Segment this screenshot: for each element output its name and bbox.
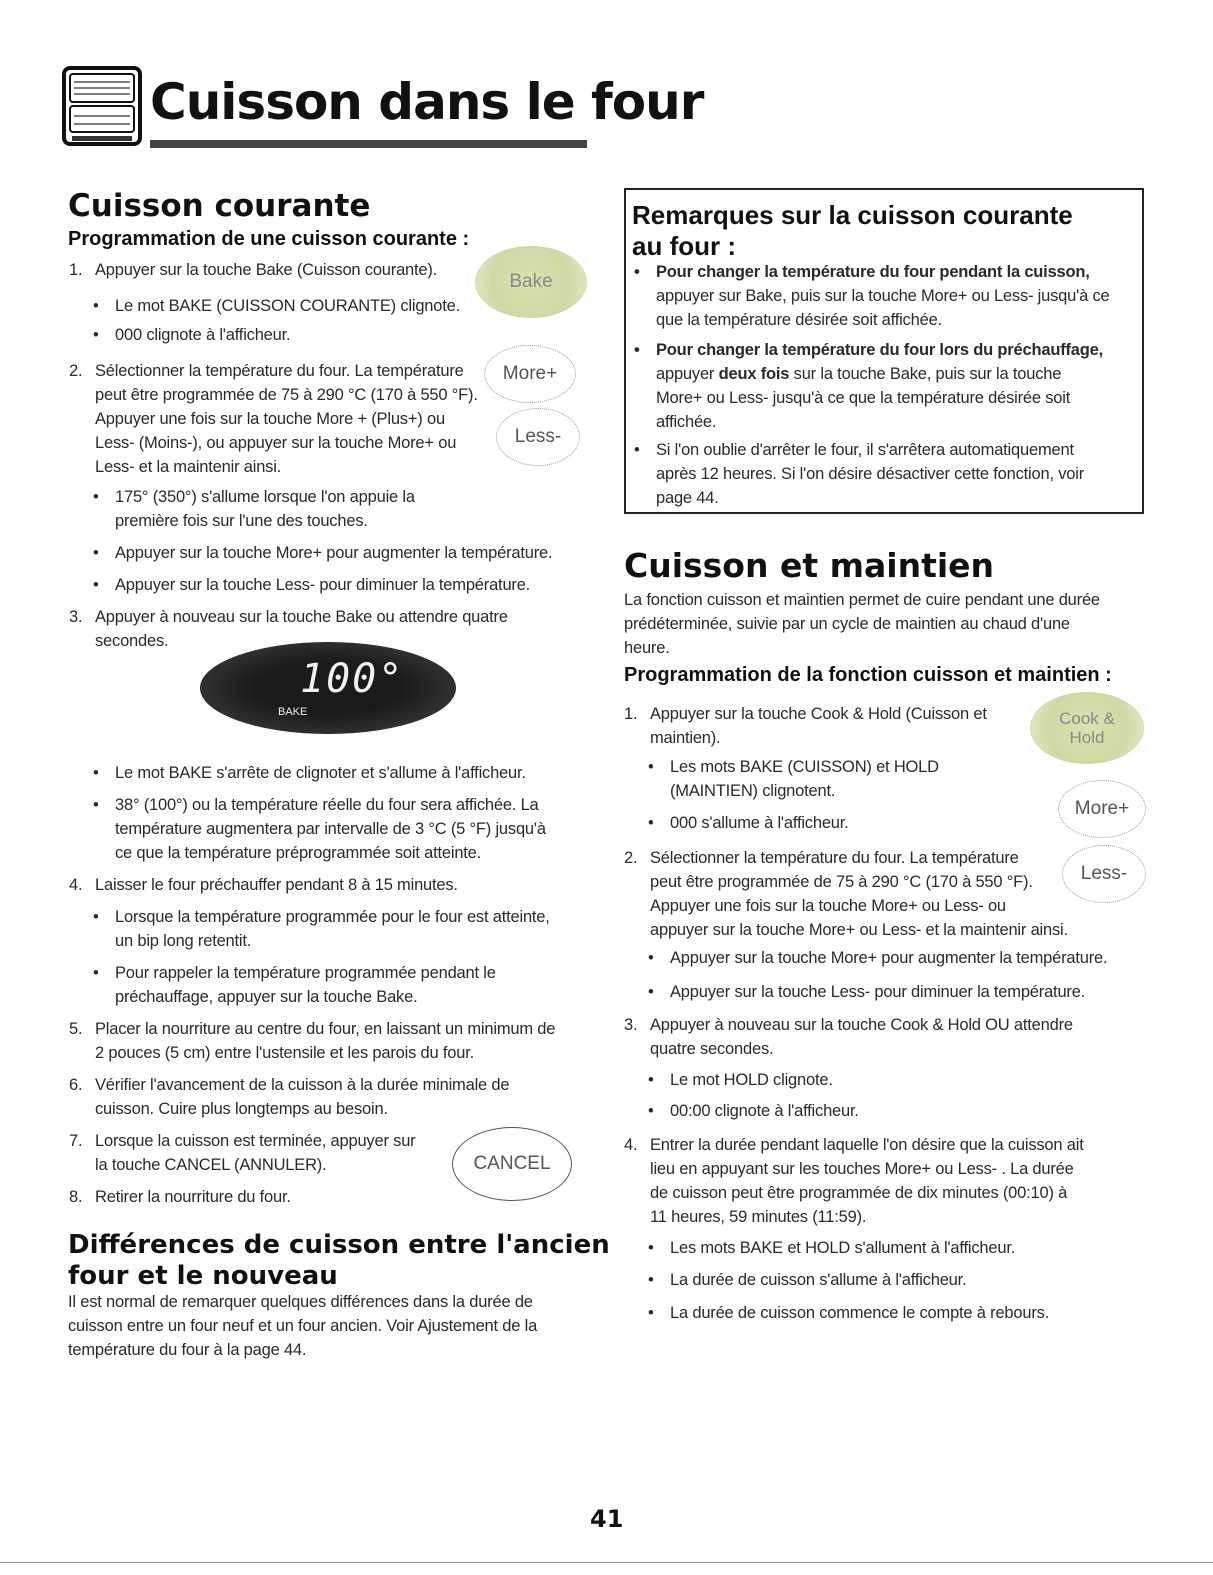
step2-line: Sélectionner la température du four. La température (95, 362, 464, 380)
list-item-cont: température augmentera par intervalle de 3 °C (5 °F) jusqu'à (115, 820, 546, 838)
list-item: • La durée de cuisson commence le compte à rebours. (670, 1301, 1049, 1325)
list-item: • Le mot HOLD clignote. (670, 1068, 833, 1092)
note-line: que la température désirée soit affichée. (656, 311, 942, 329)
note-line: appuyer (656, 365, 719, 383)
step5-line: 2 pouces (5 cm) entre l'ustensile et les parois du four. (95, 1044, 474, 1062)
step2-line: Less- et la maintenir ainsi. (95, 458, 282, 476)
step7-line: la touche CANCEL (ANNULER). (95, 1156, 327, 1174)
paragraph-line: heure. (624, 639, 670, 657)
list-item-cont: première fois sur l'une des touches. (115, 512, 368, 530)
list-item: • Appuyer sur la touche More+ pour augmenter la température. (115, 541, 552, 565)
bottom-rule (0, 1562, 1213, 1563)
page-number: 41 (590, 1505, 624, 1533)
list-item-cont: préchauffage, appuyer sur la touche Bake. (115, 988, 418, 1006)
step2-line: appuyer sur la touche More+ ou Less- et la maintenir ainsi. (650, 921, 1068, 939)
step7-line: Lorsque la cuisson est terminée, appuyer sur (95, 1132, 416, 1150)
step1-text: Appuyer sur la touche Bake (Cuisson courante). (95, 261, 438, 279)
note-bold: • Pour changer la température du four lors du préchauffage, (656, 338, 1142, 362)
less-button-label: Less- (1080, 863, 1128, 884)
cook-hold-label-1: Cook & (1059, 709, 1115, 728)
step4-line: 11 heures, 59 minutes (11:59). (650, 1208, 867, 1226)
step2-line: Less- (Moins-), ou appuyer sur la touche More+ ou (95, 434, 457, 452)
paragraph-line: prédéterminée, suivie par un cycle de maintien au chaud d'une (624, 615, 1070, 633)
list-item: • Appuyer sur la touche Less- pour diminuer la température. (670, 980, 1085, 1004)
cook-hold-label-2: Hold (1069, 728, 1105, 747)
less-button[interactable] (496, 408, 580, 466)
list-item: • Les mots BAKE (CUISSON) et HOLD (670, 755, 939, 779)
step2-line: Appuyer une fois sur la touche More + (Plus+) ou (95, 410, 445, 428)
step1-line: Appuyer sur la touche Cook & Hold (Cuisson et (650, 705, 987, 723)
list-item: • 000 clignote à l'afficheur. (115, 323, 290, 347)
list-item: • Le mot BAKE (CUISSON COURANTE) clignote. (115, 294, 460, 318)
step1-line: maintien). (650, 729, 721, 747)
step4-text: Laisser le four préchauffer pendant 8 à 15 minutes. (95, 876, 458, 894)
display-label: BAKE (278, 706, 308, 718)
display-value: 100° (300, 656, 405, 702)
list-item: • Lorsque la température programmée pour le four est atteinte, (115, 905, 550, 929)
step4-line: lieu en appuyant sur les touches More+ ou Less- . La durée (650, 1160, 1074, 1178)
less-button[interactable] (1062, 845, 1146, 903)
step3-line: secondes. (95, 632, 169, 650)
section-title-differences: Différences de cuisson entre l'ancien (68, 1230, 610, 1260)
step3-line: quatre secondes. (650, 1040, 774, 1058)
paragraph-line: cuisson entre un four neuf et un four ancien. Voir Ajustement de la (68, 1317, 538, 1335)
note-line: • Si l'on oublie d'arrêter le four, il s'arrêtera automatiquement (656, 438, 1142, 462)
note-line: affichée. (656, 413, 717, 431)
step3-line: Appuyer à nouveau sur la touche Cook & Hold OU attendre (650, 1016, 1073, 1034)
paragraph-line: La fonction cuisson et maintien permet de cuire pendant une durée (624, 591, 1100, 609)
step6-line: Vérifier l'avancement de la cuisson à la durée minimale de (95, 1076, 510, 1094)
bake-button-label: Bake (509, 271, 553, 292)
section-title-cuisson-maintien: Cuisson et maintien (624, 546, 995, 585)
section-title-differences-2: four et le nouveau (68, 1261, 338, 1291)
cook-hold-button[interactable] (1030, 692, 1144, 764)
note-line: sur la touche Bake, puis sur la touche (789, 365, 1062, 383)
oven-display (200, 642, 456, 734)
step8-text: Retirer la nourriture du four. (95, 1188, 291, 1206)
notes-title-2: au four : (632, 231, 736, 261)
cancel-button-label: CANCEL (473, 1153, 551, 1174)
bake-button[interactable] (475, 246, 587, 318)
note-line: page 44. (656, 489, 719, 507)
notes-title: Remarques sur la cuisson courante (632, 200, 1073, 230)
section-title-cuisson-courante: Cuisson courante (68, 188, 371, 224)
page-title: Cuisson dans le four (150, 73, 704, 131)
step2-line: Sélectionner la température du four. La température (650, 849, 1019, 867)
list-item: • Appuyer sur la touche Less- pour diminuer la température. (115, 573, 530, 597)
cancel-button[interactable] (452, 1127, 572, 1201)
paragraph-line: température du four à la page 44. (68, 1341, 307, 1359)
note-line: après 12 heures. Si l'on désire désactiver cette fonction, voir (656, 465, 1085, 483)
step3-line: Appuyer à nouveau sur la touche Bake ou attendre quatre (95, 608, 508, 626)
step2-line: Appuyer une fois sur la touche More+ ou Less- ou (650, 897, 1006, 915)
list-item: • 175° (350°) s'allume lorsque l'on appuie la (115, 485, 415, 509)
list-item: • Pour rappeler la température programmée pendant le (115, 961, 496, 985)
list-item: • 38° (100°) ou la température réelle du four sera affichée. La (115, 793, 546, 817)
step2-line: peut être programmée de 75 à 290 °C (170 à 550 °F). (95, 386, 478, 404)
oven-icon (62, 66, 142, 146)
list-item: • Le mot BAKE s'arrête de clignoter et s'allume à l'afficheur. (115, 761, 526, 785)
note-bold: • Pour changer la température du four pendant la cuisson, (656, 260, 1142, 284)
section-subtitle: Programmation de la fonction cuisson et maintien : (624, 664, 1112, 686)
list-item-cont: (MAINTIEN) clignotent. (670, 782, 836, 800)
list-item-cont: ce que la température préprogrammée soit atteinte. (115, 844, 482, 862)
title-rule (150, 140, 587, 148)
step4-line: Entrer la durée pendant laquelle l'on désire que la cuisson ait (650, 1136, 1084, 1154)
paragraph-line: Il est normal de remarquer quelques différences dans la durée de (68, 1293, 533, 1311)
list-item: • 00:00 clignote à l'afficheur. (670, 1099, 859, 1123)
notes-box (624, 188, 1144, 514)
note-line: appuyer sur Bake, puis sur la touche More+ ou Less- jusqu'à ce (656, 287, 1110, 305)
section-subtitle: Programmation de une cuisson courante : (68, 228, 470, 250)
list-item: • 000 s'allume à l'afficheur. (670, 811, 849, 835)
step4-line: de cuisson peut être programmée de dix minutes (00:10) à (650, 1184, 1068, 1202)
more-button[interactable] (1058, 780, 1146, 838)
less-button-label: Less- (514, 426, 562, 447)
step2-line: peut être programmée de 75 à 290 °C (170 à 550 °F). (650, 873, 1033, 891)
more-button-label: More+ (1074, 798, 1130, 819)
step5-line: Placer la nourriture au centre du four, en laissant un minimum de (95, 1020, 556, 1038)
list-item-cont: un bip long retentit. (115, 932, 252, 950)
list-item: • Les mots BAKE et HOLD s'allument à l'afficheur. (670, 1236, 1015, 1260)
list-item: • La durée de cuisson s'allume à l'afficheur. (670, 1268, 966, 1292)
note-line: More+ ou Less- jusqu'à ce que la température désirée soit (656, 389, 1071, 407)
more-button[interactable] (484, 345, 576, 403)
step6-line: cuisson. Cuire plus longtemps au besoin. (95, 1100, 388, 1118)
list-item: • Appuyer sur la touche More+ pour augmenter la température. (670, 946, 1107, 970)
note-emphasis: deux fois (718, 365, 790, 383)
more-button-label: More+ (502, 363, 558, 384)
